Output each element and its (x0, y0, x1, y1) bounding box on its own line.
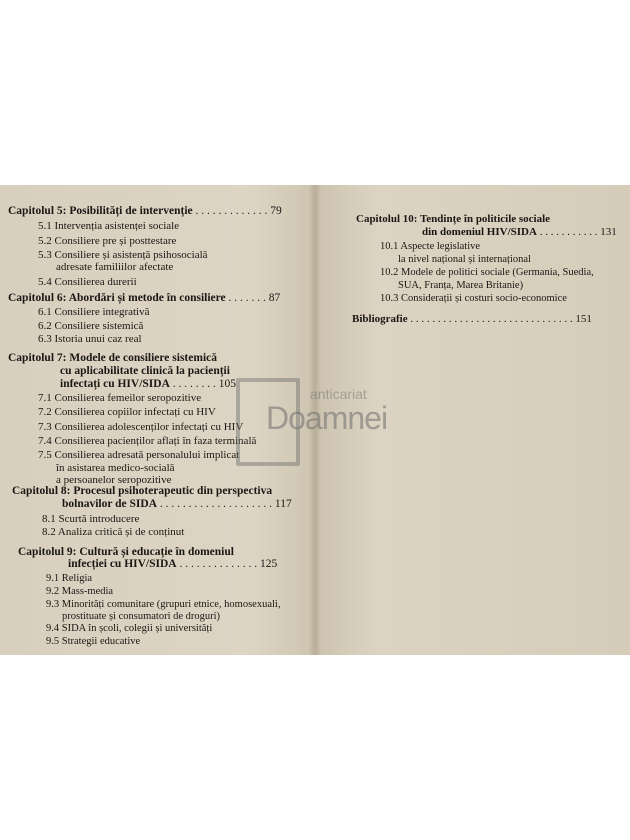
toc-item: 9.1 Religia (46, 573, 93, 584)
watermark-logo (236, 378, 388, 458)
chapter-title-text: din domeniul HIV/SIDA (422, 226, 537, 238)
toc-item: 10.1 Aspecte legislative (380, 241, 481, 252)
chapter-title-text: infectați cu HIV/SIDA (60, 378, 170, 390)
toc-item: 6.3 Istoria unui caz real (38, 333, 142, 345)
chapter-7-title-line2: cu aplicabilitate clinică la pacienții (60, 365, 230, 377)
chapter-title-text: infecției cu HIV/SIDA (68, 558, 177, 570)
toc-item: 5.2 Consiliere pre și posttestare (38, 235, 177, 247)
leader-dots: . . . . . . . . (169, 378, 219, 390)
page-number: 79 (270, 205, 282, 217)
toc-item: 9.2 Mass-media (46, 586, 114, 597)
leader-dots: . . . . . . . . . . . . . (192, 205, 271, 217)
toc-item: prostituate și consumatori de droguri) (62, 611, 221, 622)
page-number: 125 (259, 558, 278, 570)
chapter-10-title: Capitolul 10: Tendințe în politicile sociale (356, 213, 551, 225)
page-number: 151 (575, 313, 592, 325)
toc-item: 6.2 Consiliere sistemică (38, 320, 144, 332)
toc-item: 7.5 Consilierea adresată personalului implicat (38, 449, 240, 461)
chapter-8-title: Capitolul 8: Procesul psihoterapeutic din perspectiva (12, 485, 273, 497)
page-number: 117 (274, 498, 292, 510)
chapter-9-title-line2 (68, 558, 277, 571)
leader-dots: . . . . . . . . . . . . . . . . . . . . (157, 498, 275, 510)
toc-item: 10.3 Considerații și costuri socio-economice (380, 293, 567, 304)
watermark-line2: Doamnei (266, 400, 388, 436)
leader-dots: . . . . . . . (225, 292, 269, 304)
chapter-10-title-line2 (422, 226, 617, 239)
toc-item: 7.3 Consilierea adolescenților infectați cu HIV (38, 421, 244, 433)
leader-dots: . . . . . . . . . . . . . . . . . . . . . . . . . . . . . . (407, 313, 576, 325)
leader-dots: . . . . . . . . . . . (536, 226, 601, 238)
toc-item: în asistarea medico-socială (56, 462, 175, 474)
toc-item: 5.1 Intervenția asistenței sociale (38, 220, 180, 232)
toc-item: SUA, Franța, Marea Britanie) (398, 280, 524, 291)
chapter-7-title: Capitolul 7: Modele de consiliere sistemică (8, 352, 217, 364)
toc-item: 8.2 Analiza critică și de conținut (42, 526, 185, 538)
page-number: 131 (600, 226, 617, 238)
toc-item: 5.4 Consilierea durerii (38, 276, 137, 288)
chapter-title-text: Capitolul 5: Posibilități de intervenție (8, 205, 193, 217)
chapter-title-text: bolnavilor de SIDA (62, 498, 158, 510)
toc-item: 10.2 Modele de politici sociale (Germania, Suedia, (380, 267, 594, 278)
toc-item: 8.1 Scurtă introducere (42, 513, 140, 525)
toc-item: 6.1 Consiliere integrativă (38, 306, 150, 318)
toc-item: 7.2 Consilierea copiilor infectați cu HIV (38, 406, 216, 418)
toc-item: 7.1 Consilierea femeilor seropozitive (38, 392, 202, 404)
toc-item: 9.3 Minorități comunitare (grupuri etnice, homosexuali, (46, 599, 281, 610)
chapter-5-title (8, 205, 282, 218)
toc-item: 9.4 SIDA în școli, colegii și universități (46, 623, 213, 634)
toc-item: la nivel național și internațional (398, 254, 531, 265)
chapter-8-title-line2 (62, 498, 292, 511)
page-number: 87 (268, 292, 281, 304)
toc-item: 5.3 Consiliere și asistență psihosocială (38, 249, 208, 261)
chapter-7-title-line3 (60, 378, 236, 391)
chapter-6-title (8, 292, 280, 305)
chapter-title-text: Bibliografie (352, 313, 408, 325)
leader-dots: . . . . . . . . . . . . . . (176, 558, 260, 570)
toc-item: 9.5 Strategii educative (46, 636, 141, 647)
chapter-title-text: Capitolul 6: Abordări și metode în consiliere (8, 292, 226, 304)
toc-item: adresate familiilor afectate (56, 261, 174, 273)
toc-item: 7.4 Consilierea pacienților aflați în faza terminală (38, 435, 257, 447)
toc-item: a persoanelor seropozitive (56, 474, 172, 486)
watermark-line1: anticariat (310, 386, 367, 402)
chapter-9-title: Capitolul 9: Cultură și educație în domeniul (18, 546, 234, 558)
bibliography-entry (352, 313, 592, 326)
page-number: 105 (218, 378, 237, 390)
